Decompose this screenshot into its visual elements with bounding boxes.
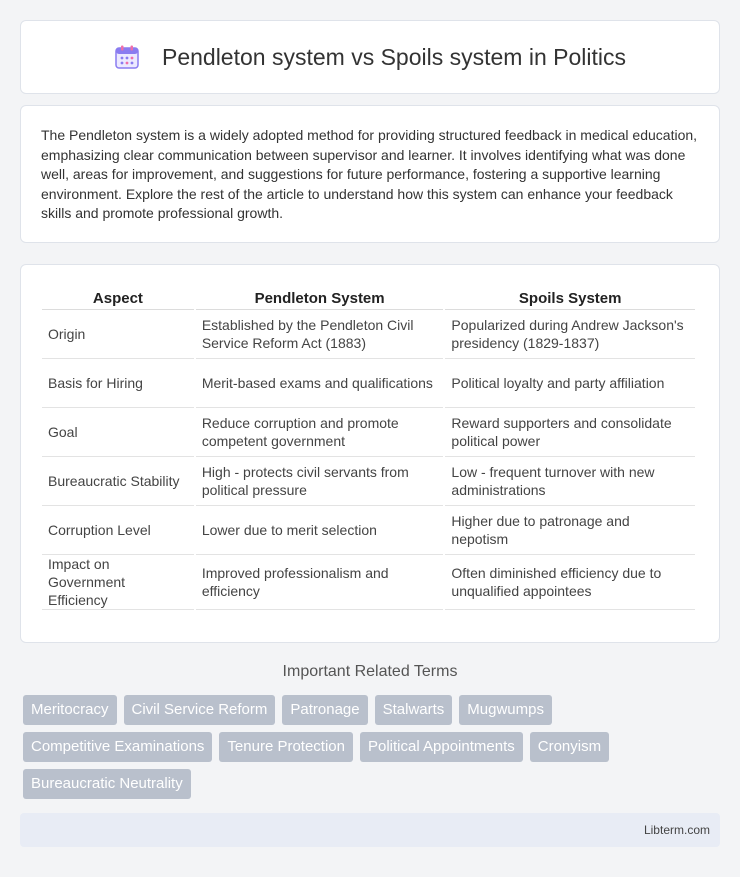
spoils-cell: Often diminished efficiency due to unqualified appointees	[445, 555, 695, 610]
aspect-cell: Impact on Government Efficiency	[42, 555, 194, 610]
related-term-tag[interactable]: Cronyism	[530, 732, 609, 762]
pendleton-cell: Established by the Pendleton Civil Service Reform Act (1883)	[196, 310, 444, 359]
spoils-cell: Low - frequent turnover with new administrations	[445, 457, 695, 506]
pendleton-cell: Reduce corruption and promote competent government	[196, 408, 444, 457]
related-term-tag[interactable]: Civil Service Reform	[124, 695, 276, 725]
footer-site-link[interactable]: Libterm.com	[643, 823, 710, 837]
table-row	[42, 408, 695, 457]
related-term-tag[interactable]: Tenure Protection	[219, 732, 353, 762]
related-term-tag[interactable]: Mugwumps	[459, 695, 552, 725]
comparison-card	[20, 264, 720, 643]
pendleton-cell: Improved professionalism and efficiency	[196, 555, 444, 610]
aspect-cell: Goal	[42, 408, 194, 457]
column-header: Spoils System	[445, 286, 695, 310]
table-row	[42, 506, 695, 555]
table-header-row	[42, 286, 695, 310]
table-row	[42, 310, 695, 359]
intro-card	[20, 105, 720, 243]
pendleton-cell: Merit-based exams and qualifications	[196, 359, 444, 408]
related-term-tag[interactable]: Political Appointments	[360, 732, 523, 762]
pendleton-cell: High - protects civil servants from political pressure	[196, 457, 444, 506]
comparison-table	[40, 286, 697, 610]
related-term-tag[interactable]: Competitive Examinations	[23, 732, 212, 762]
title-card	[20, 20, 720, 94]
spoils-cell: Popularized during Andrew Jackson's presidency (1829-1837)	[445, 310, 695, 359]
related-terms-list	[23, 695, 703, 806]
page-title: Pendleton system vs Spoils system in Politics	[161, 43, 626, 70]
pendleton-cell: Lower due to merit selection	[196, 506, 444, 555]
related-term-tag[interactable]: Meritocracy	[23, 695, 117, 725]
column-header: Aspect	[42, 286, 194, 310]
related-term-tag[interactable]: Stalwarts	[375, 695, 453, 725]
related-terms-title: Important Related Terms	[282, 663, 458, 680]
spoils-cell: Reward supporters and consolidate political power	[445, 408, 695, 457]
spoils-cell: Higher due to patronage and nepotism	[445, 506, 695, 555]
intro-paragraph: The Pendleton system is a widely adopted method for providing structured feedback in medical education, emphasizing clear communication between supervisor and learner. It involves identifying what was done well, areas for improvement, and suggestions for future performance, fostering a supportive learning environment. Explore the rest of the article to understand how this system can enhance your feedback skills and promote professional growth.	[41, 127, 698, 222]
table-row	[42, 359, 695, 408]
aspect-cell: Corruption Level	[42, 506, 194, 555]
aspect-cell: Origin	[42, 310, 194, 359]
spoils-cell: Political loyalty and party affiliation	[445, 359, 695, 408]
aspect-cell: Basis for Hiring	[42, 359, 194, 408]
related-term-tag[interactable]: Bureaucratic Neutrality	[23, 769, 191, 799]
table-row	[42, 555, 695, 610]
related-term-tag[interactable]: Patronage	[282, 695, 367, 725]
calendar-icon	[114, 44, 140, 70]
footer	[20, 813, 720, 847]
column-header: Pendleton System	[196, 286, 444, 310]
table-row	[42, 457, 695, 506]
aspect-cell: Bureaucratic Stability	[42, 457, 194, 506]
